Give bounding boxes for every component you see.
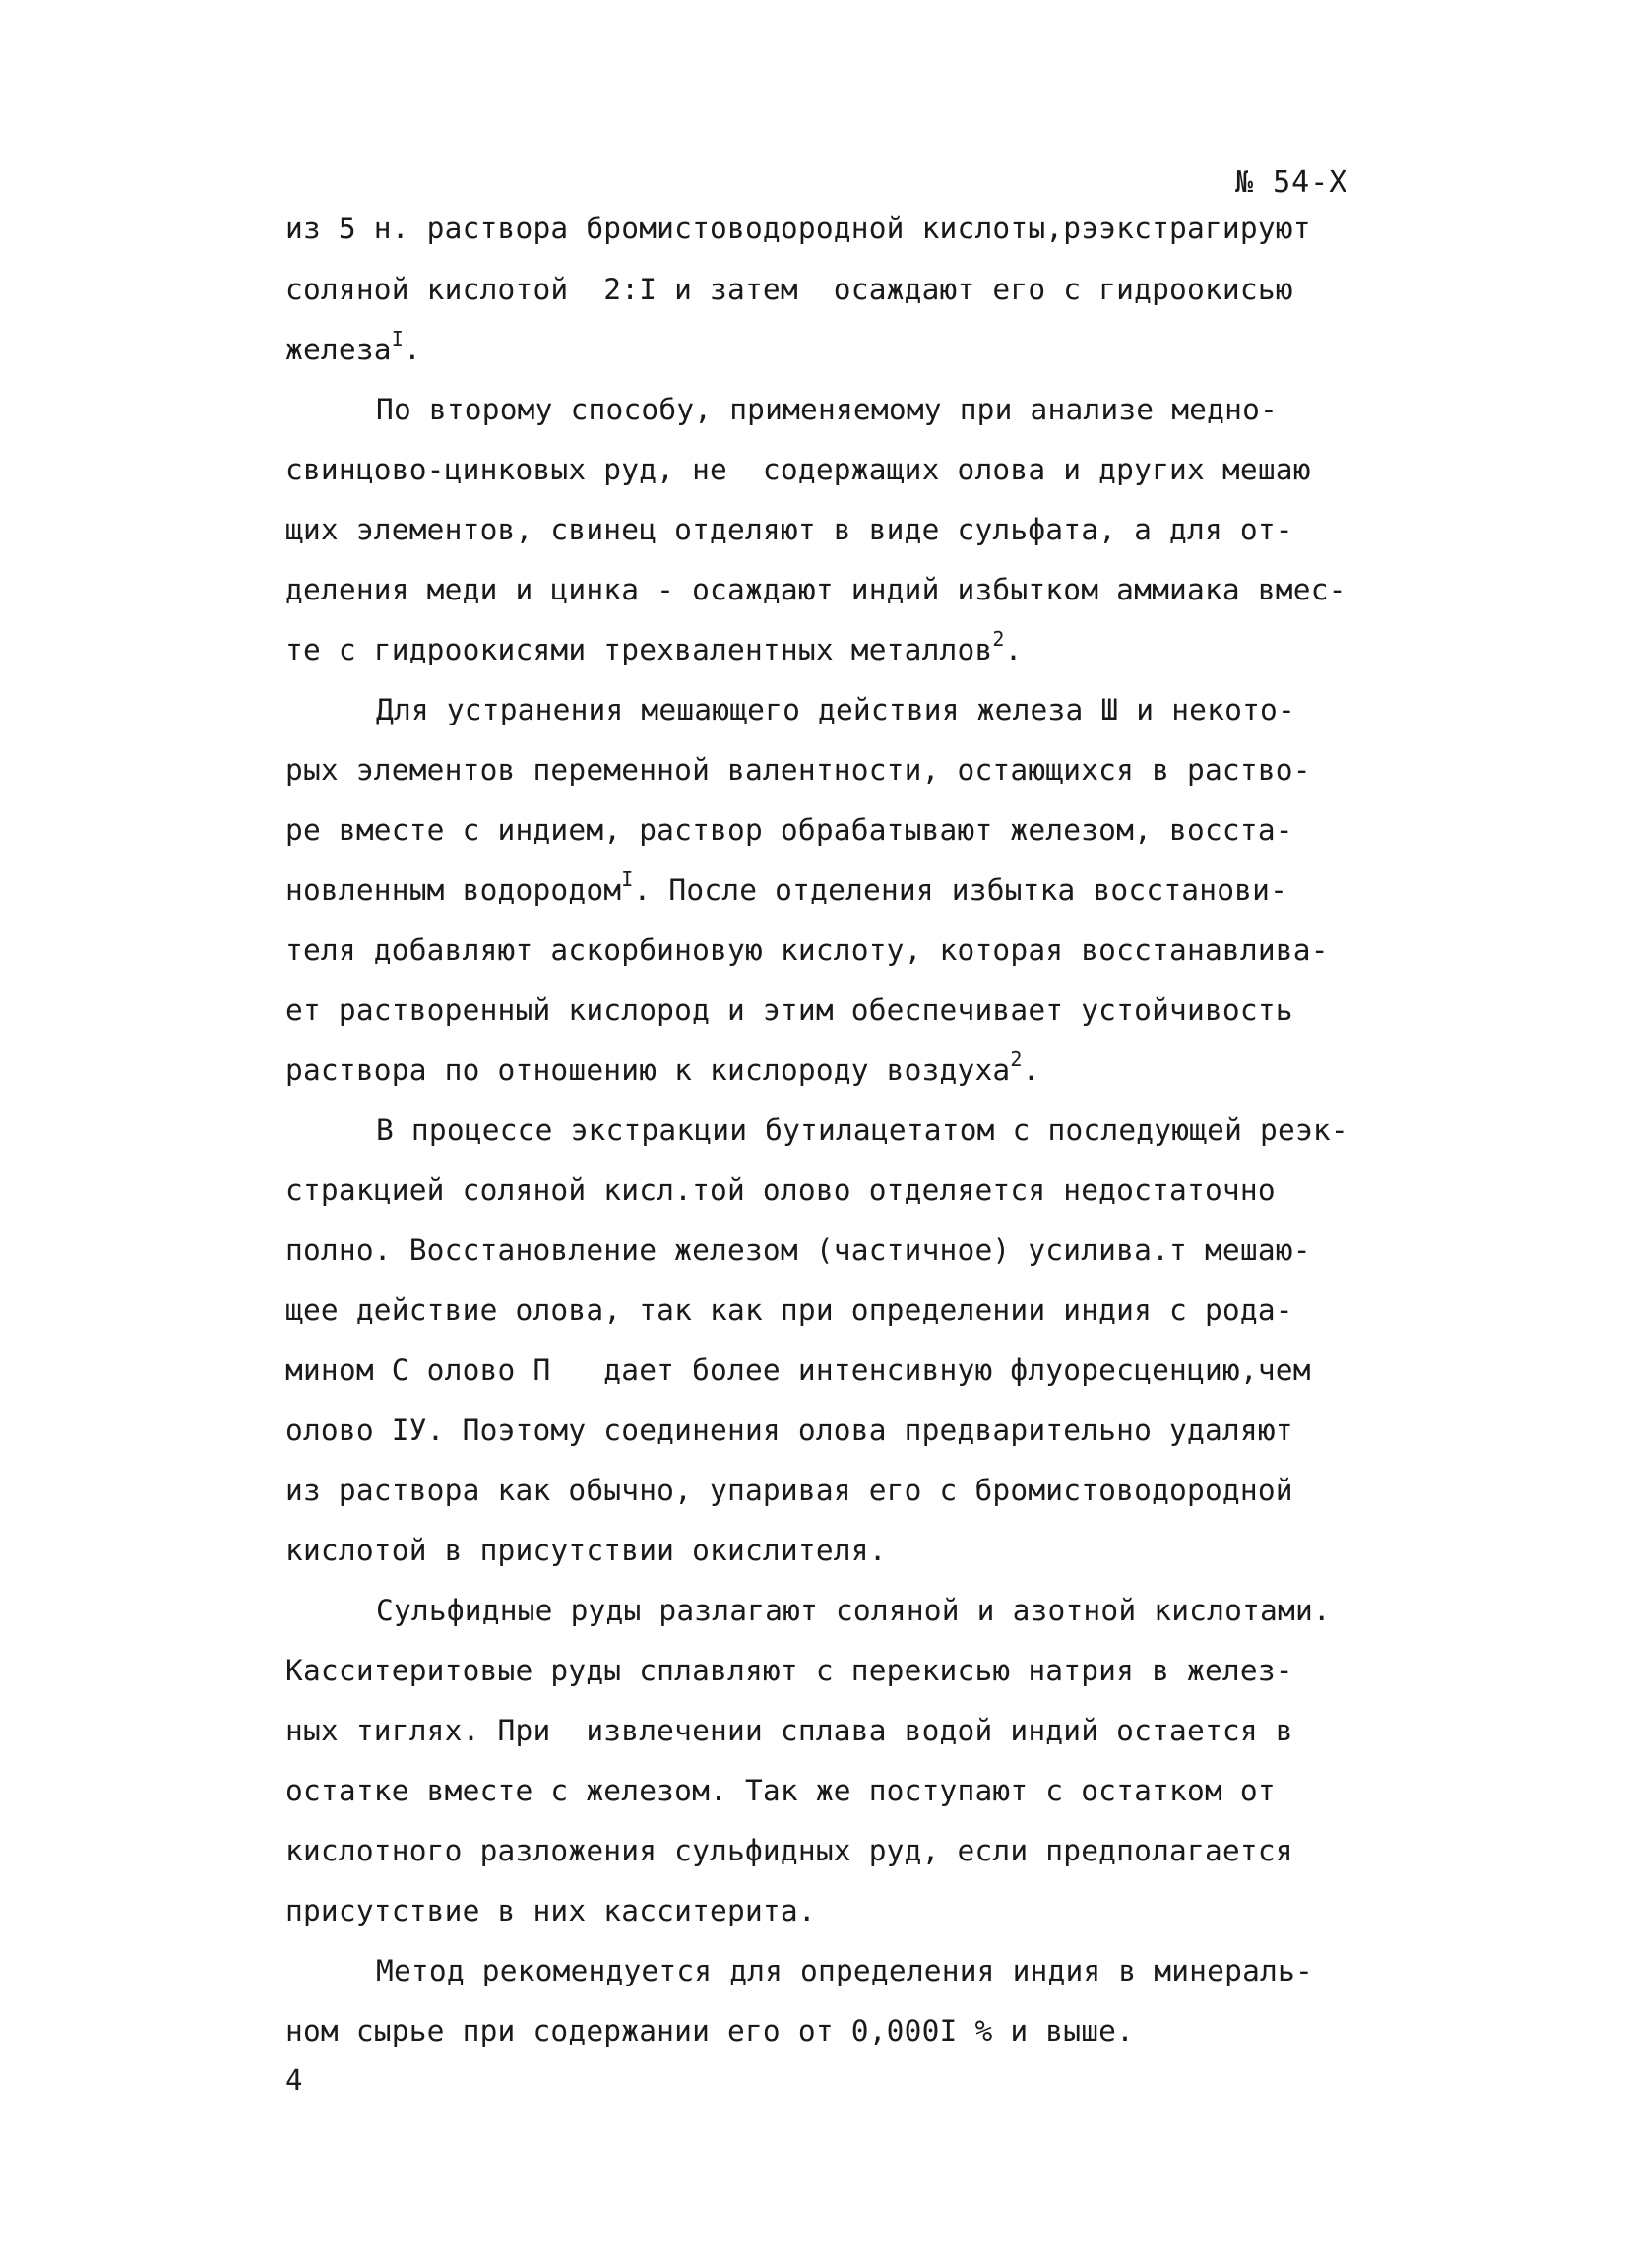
- text-line: олово IУ. Поэтому соединения олова предварительно удаляют: [285, 1414, 1293, 1447]
- text-line: мином С олово П дает более интенсивную флуоресценцию,чем: [285, 1354, 1311, 1387]
- text-line: [285, 627, 1023, 666]
- text-line: [285, 327, 421, 366]
- text-line: ет растворенный кислород и этим обеспечивает устойчивость: [285, 993, 1293, 1027]
- text-line: полно. Восстановление железом (частичное) усилива.т мешаю-: [285, 1233, 1311, 1267]
- text-line: ных тиглях. При извлечении сплава водой индий остается в: [285, 1714, 1293, 1747]
- text-line: стракцией соляной кисл.той олово отделяется недостаточно: [285, 1173, 1276, 1207]
- text-line: остатке вместе с железом. Так же поступают с остатком от: [285, 1774, 1276, 1807]
- text-line: свинцово-цинковых руд, не содержащих олова и других мешаю: [285, 453, 1311, 486]
- document-number: № 54-Х: [1235, 165, 1348, 200]
- text-line: Касситеритовые руды сплавляют с перекисью натрия в желез-: [285, 1654, 1293, 1687]
- text-fragment: новленным водородом: [285, 873, 622, 907]
- period: .: [404, 333, 421, 366]
- text-line: щих элементов, свинец отделяют в виде сульфата, а для от-: [285, 513, 1293, 546]
- text-line: из 5 н. раствора бромистоводородной кислоты,рээкстрагируют: [285, 212, 1311, 245]
- text-fragment: раствора по отношению к кислороду воздуха: [285, 1053, 1011, 1087]
- text-fragment: те с гидроокисями трехвалентных металлов: [285, 633, 993, 666]
- text-line: деления меди и цинка - осаждают индий избытком аммиака вмес-: [285, 573, 1346, 606]
- paragraph-first-line: По второму способу, применяемому при анализе медно-: [376, 393, 1278, 426]
- footnote-ref: I: [621, 867, 634, 891]
- paragraph-first-line: Сульфидные руды разлагают соляной и азотной кислотами.: [376, 1594, 1331, 1627]
- text-line: ном сырье при содержании его от 0,000I % и выше.: [285, 2014, 1135, 2048]
- footnote-ref: 2: [992, 627, 1005, 651]
- text-line: ре вместе с индием, раствор обрабатывают железом, восста-: [285, 813, 1293, 847]
- text-line: [285, 1047, 1040, 1087]
- paragraph-first-line: В процессе экстракции бутилацетатом с последующей реэк-: [376, 1113, 1348, 1147]
- text-line: присутствие в них касситерита.: [285, 1894, 816, 1927]
- text-line: щее действие олова, так как при определении индия с рода-: [285, 1293, 1293, 1327]
- text-line: кислотного разложения сульфидных руд, если предполагается: [285, 1834, 1293, 1867]
- text-line: рых элементов переменной валентности, остающихся в раство-: [285, 753, 1311, 787]
- text-fragment: железа: [285, 333, 392, 366]
- page-number: 4: [285, 2063, 303, 2097]
- text-line: [285, 867, 1288, 907]
- paragraph-first-line: Для устранения мешающего действия железа Ш и некото-: [376, 693, 1295, 726]
- footnote-ref: 2: [1010, 1047, 1023, 1071]
- text-line: теля добавляют аскорбиновую кислоту, которая восстанавлива-: [285, 933, 1329, 967]
- footnote-ref: I: [391, 327, 405, 350]
- period: .: [1022, 1053, 1040, 1087]
- text-line: из раствора как обычно, упаривая его с бромистоводородной: [285, 1474, 1293, 1507]
- text-line: соляной кислотой 2:I и затем осаждают его с гидроокисью: [285, 273, 1293, 306]
- text-line: кислотой в присутствии окислителя.: [285, 1534, 887, 1567]
- period: .: [1004, 633, 1023, 666]
- paragraph-first-line: Метод рекомендуется для определения индия в минераль-: [376, 1954, 1313, 1987]
- text-fragment: . После отделения избытка восстанови-: [633, 873, 1288, 907]
